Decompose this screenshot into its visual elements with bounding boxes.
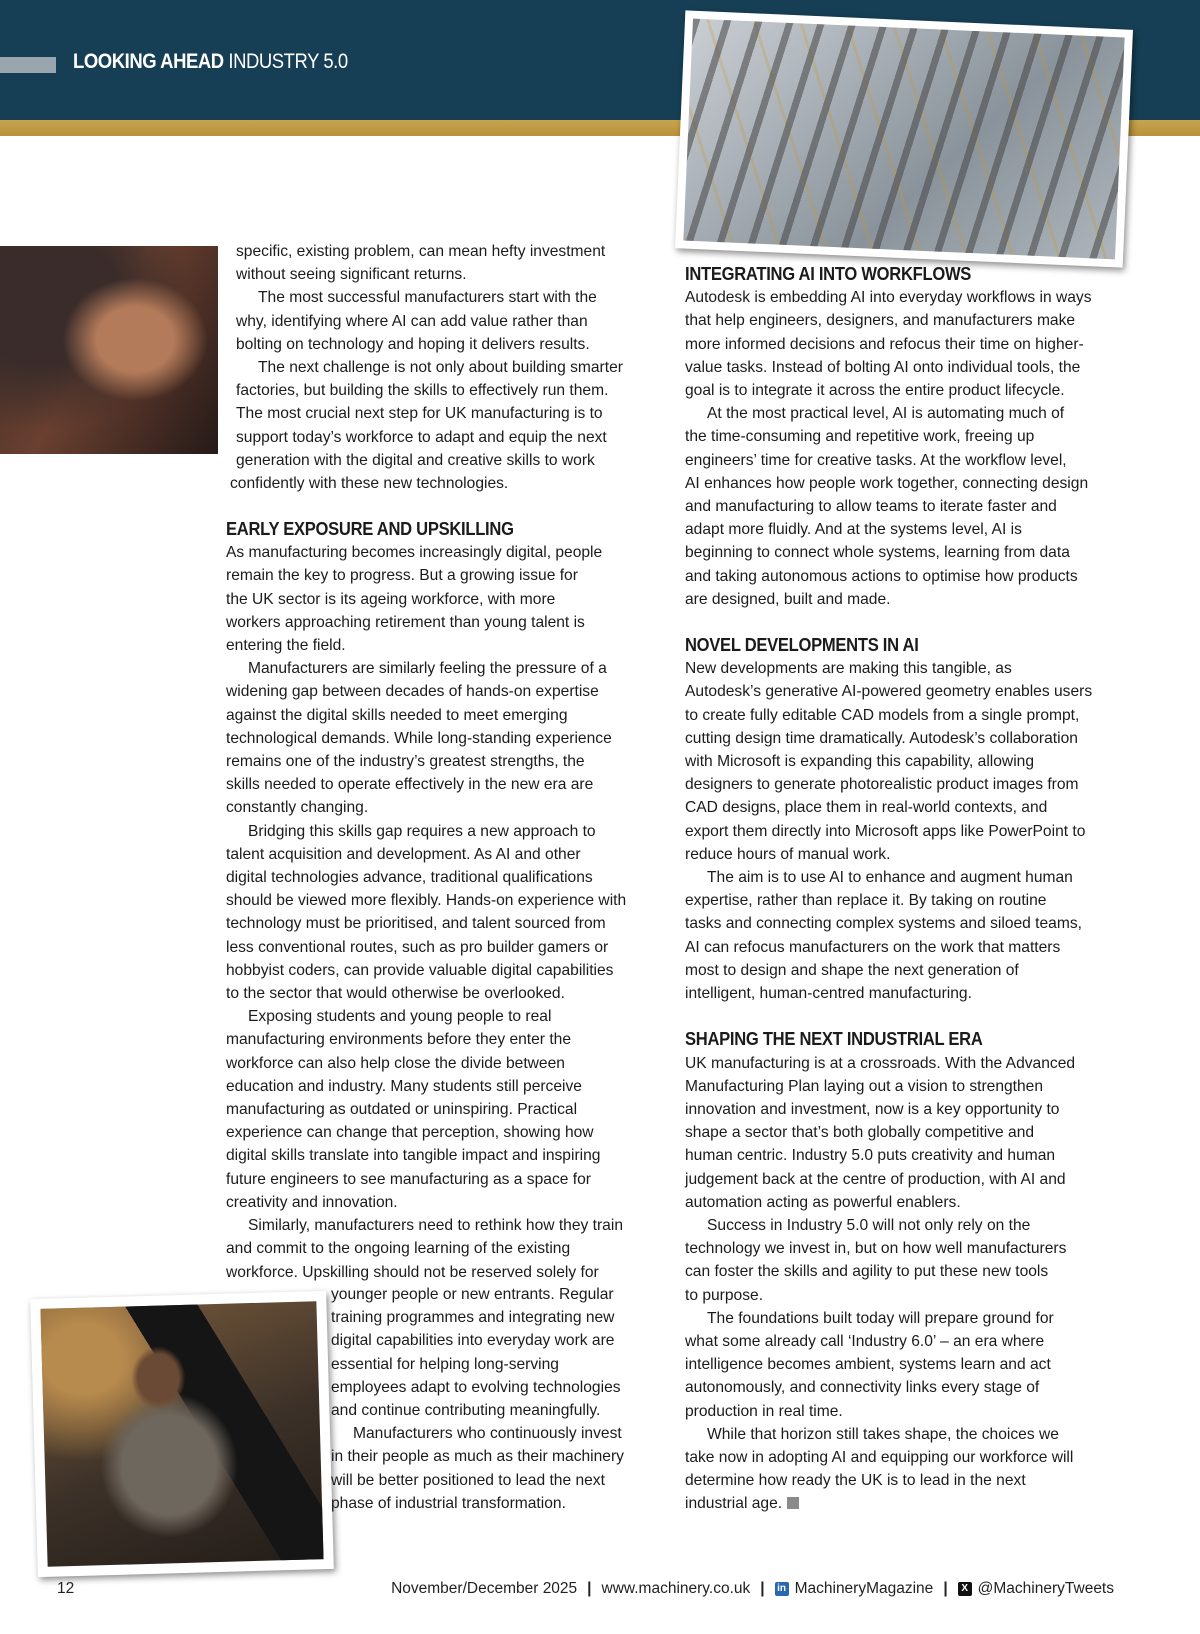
- photo-woman-safety-glasses: [0, 246, 218, 454]
- photo-woman-at-machine-image: [40, 1301, 323, 1567]
- left-body: [226, 518, 626, 1284]
- end-of-article-mark: [787, 1497, 799, 1509]
- text-line: Autodesk’s generative AI-powered geometry enables users: [685, 683, 1093, 701]
- section-title-rest: INDUSTRY 5.0: [223, 50, 348, 73]
- text-line: remain the key to progress. But a growing issue for: [226, 567, 578, 585]
- text-line: in their people as much as their machinery: [331, 1448, 624, 1466]
- linkedin-icon: in: [775, 1582, 789, 1596]
- text-line: The aim is to use AI to enhance and augment human: [707, 869, 1073, 887]
- text-line: confidently with these new technologies.: [230, 475, 509, 493]
- text-line: adapt more fluidly. And at the systems level, AI is: [685, 521, 1022, 539]
- text-line: should be viewed more flexibly. Hands-on experience with: [226, 892, 627, 910]
- footer-separator: |: [943, 1580, 948, 1597]
- text-line: determine how ready the UK is to lead in the next: [685, 1472, 1026, 1490]
- text-line: innovation and investment, now is a key opportunity to: [685, 1100, 1060, 1118]
- text-line: the UK sector is its ageing workforce, with more: [226, 590, 556, 608]
- text-line: and taking autonomous actions to optimise how products: [685, 567, 1078, 585]
- header-grey-tab: [0, 57, 56, 73]
- text-line: remains one of the industry’s greatest strengths, the: [226, 753, 585, 771]
- text-line: specific, existing problem, can mean hefty investment: [236, 243, 606, 260]
- text-line: that help engineers, designers, and manufacturers make: [685, 312, 1076, 330]
- text-line: intelligence becomes ambient, systems learn and act: [685, 1356, 1051, 1374]
- footer-separator: |: [587, 1580, 592, 1597]
- page-number: 12: [57, 1580, 75, 1597]
- text-line: technological demands. While long-standing experience: [226, 729, 612, 747]
- footer-linkedin-link[interactable]: MachineryMagazine: [794, 1580, 934, 1597]
- text-line: talent acquisition and development. As AI and other: [226, 845, 581, 863]
- text-line: designers to generate photorealistic product images from: [685, 776, 1079, 794]
- text-line: Manufacturers who continuously invest: [353, 1425, 622, 1443]
- text-line: Manufacturers are similarly feeling the pressure of a: [248, 660, 607, 678]
- text-line: hobbyist coders, can provide valuable digital capabilities: [226, 961, 614, 979]
- footer-separator: |: [760, 1580, 765, 1597]
- text-line: digital skills translate into tangible impact and inspiring: [226, 1147, 601, 1165]
- left-tail: [331, 1283, 624, 1515]
- heading-shaping-next-era: SHAPING THE NEXT INDUSTRIAL ERA: [685, 1029, 983, 1050]
- text-line: skills needed to operate effectively in the new era are: [226, 776, 594, 794]
- photo-woman-at-machine: [30, 1291, 334, 1577]
- text-line: The next challenge is not only about building smarter: [258, 359, 623, 377]
- text-line: export them directly into Microsoft apps like PowerPoint to: [685, 822, 1086, 840]
- text-line: CAD designs, place them in real-world contexts, and: [685, 799, 1048, 817]
- text-line: production in real time.: [685, 1402, 843, 1420]
- heading-early-exposure: EARLY EXPOSURE AND UPSKILLING: [226, 519, 514, 539]
- footer-info: [391, 1580, 1114, 1598]
- text-line: manufacturing environments before they enter the: [226, 1031, 571, 1049]
- text-line: UK manufacturing is at a crossroads. With the Advanced: [685, 1054, 1076, 1072]
- text-line: training programmes and integrating new: [331, 1309, 615, 1327]
- text-line: Manufacturing Plan laying out a vision to strengthen: [685, 1077, 1044, 1095]
- text-line: to the sector that would otherwise be overlooked.: [226, 985, 565, 1003]
- text-line: technology must be prioritised, and talent sourced from: [226, 915, 606, 933]
- text-line: the time-consuming and repetitive work, freeing up: [685, 428, 1035, 446]
- text-line: entering the field.: [226, 637, 346, 655]
- left-intro: [230, 240, 623, 495]
- text-line: constantly changing.: [226, 799, 369, 817]
- text-line: [685, 1492, 1092, 1515]
- text-line: employees adapt to evolving technologies: [331, 1378, 621, 1396]
- text-line: beginning to connect whole systems, learning from data: [685, 544, 1070, 562]
- text-line: against the digital skills needed to meet emerging: [226, 706, 568, 724]
- section-title: [73, 50, 348, 74]
- text-line: workforce can also help close the divide between: [226, 1054, 565, 1072]
- text-line: with Microsoft is expanding this capability, allowing: [685, 753, 1035, 771]
- text-line: automation acting as powerful enablers.: [685, 1193, 961, 1211]
- text-line: what some already call ‘Industry 6.0’ – an era where: [685, 1332, 1045, 1350]
- text-line: goal is to integrate it across the entire product lifecycle.: [685, 382, 1065, 400]
- text-line: manufacturing as outdated or uninspiring. Practical: [226, 1101, 578, 1119]
- text-line: cutting design time dramatically. Autodesk’s collaboration: [685, 729, 1078, 747]
- text-line: Similarly, manufacturers need to rethink how they train: [248, 1217, 623, 1235]
- text-line: future engineers to see manufacturing as a space for: [226, 1170, 591, 1188]
- text-line: digital technologies advance, traditional qualifications: [226, 869, 593, 887]
- text-line: are designed, built and made.: [685, 590, 891, 608]
- text-line: autonomously, and connectivity links every stage of: [685, 1379, 1040, 1397]
- text-line: New developments are making this tangible, as: [685, 660, 1012, 678]
- text-line: AI enhances how people work together, connecting design: [685, 474, 1089, 492]
- text-line: Bridging this skills gap requires a new approach to: [248, 822, 596, 840]
- text-line: and manufacturing to allow teams to iterate faster and: [685, 498, 1057, 516]
- text-line: reduce hours of manual work.: [685, 845, 891, 863]
- text-line: value tasks. Instead of bolting AI onto individual tools, the: [685, 358, 1081, 376]
- text-line: younger people or new entrants. Regular: [331, 1286, 614, 1303]
- text-line: expertise, rather than replace it. By taking on routine: [685, 892, 1047, 910]
- text-line: to create fully editable CAD models from a single prompt,: [685, 706, 1080, 724]
- text-line: workforce. Upskilling should not be reserved solely for: [226, 1263, 599, 1281]
- footer-website-link[interactable]: www.machinery.co.uk: [601, 1580, 751, 1597]
- text-line: AI can refocus manufacturers on the work that matters: [685, 938, 1061, 956]
- photo-robotic-arms-image: [683, 19, 1124, 260]
- x-icon: X: [958, 1582, 972, 1596]
- text-line: and continue contributing meaningfully.: [331, 1402, 601, 1420]
- text-line: The foundations built today will prepare ground for: [707, 1309, 1054, 1327]
- text-line: and commit to the ongoing learning of the existing: [226, 1240, 571, 1258]
- text-line: tasks and connecting complex systems and siloed teams,: [685, 915, 1082, 933]
- text-line: without seeing significant returns.: [236, 266, 467, 284]
- text-line: widening gap between decades of hands-on expertise: [226, 683, 599, 701]
- text-line: Exposing students and young people to real: [248, 1008, 552, 1026]
- text-line: At the most practical level, AI is automating much of: [707, 405, 1065, 423]
- text-line: digital capabilities into everyday work are: [331, 1332, 615, 1350]
- text-line: While that horizon still takes shape, the choices we: [707, 1425, 1059, 1443]
- section-title-bold: LOOKING AHEAD: [73, 50, 224, 73]
- text-line: workers approaching retirement than young talent is: [226, 613, 585, 631]
- text-line: judgement back at the centre of production, with AI and: [685, 1170, 1066, 1188]
- text-line: human centric. Industry 5.0 puts creativity and human: [685, 1147, 1056, 1165]
- footer-issue: November/December 2025: [391, 1580, 578, 1597]
- text-line: essential for helping long-serving: [331, 1355, 559, 1373]
- photo-robotic-arms: [675, 10, 1133, 267]
- heading-novel-developments: NOVEL DEVELOPMENTS IN AI: [685, 635, 919, 656]
- text-line: As manufacturing becomes increasingly digital, people: [226, 544, 603, 562]
- text-line: education and industry. Many students still perceive: [226, 1077, 582, 1095]
- text-line: shape a sector that’s both globally competitive and: [685, 1124, 1035, 1142]
- footer-x-link[interactable]: @MachineryTweets: [977, 1580, 1114, 1597]
- text-line: more informed decisions and refocus their time on higher-: [685, 335, 1084, 353]
- text-line: generation with the digital and creative skills to work: [236, 451, 595, 469]
- text-line: The most successful manufacturers start with the: [258, 289, 597, 307]
- text-line: most to design and shape the next generation of: [685, 961, 1019, 979]
- heading-integrating-ai: INTEGRATING AI INTO WORKFLOWS: [685, 264, 972, 284]
- text-line: bolting on technology and hoping it delivers results.: [236, 335, 590, 353]
- text-line: will be better positioned to lead the next: [331, 1471, 605, 1489]
- right-column: [685, 263, 1092, 1516]
- text-line: phase of industrial transformation.: [331, 1494, 566, 1512]
- text-line: technology we invest in, but on how well manufacturers: [685, 1240, 1067, 1258]
- text-line: can foster the skills and agility to put these new tools: [685, 1263, 1049, 1281]
- text-line: Success in Industry 5.0 will not only rely on the: [707, 1216, 1031, 1234]
- text-line: why, identifying where AI can add value rather than: [236, 312, 588, 330]
- text-line: take now in adopting AI and equipping our workforce will: [685, 1448, 1074, 1466]
- text-line: intelligent, human-centred manufacturing.: [685, 985, 972, 1003]
- text-line: factories, but building the skills to effectively run them.: [236, 382, 609, 400]
- text-line: creativity and innovation.: [226, 1193, 398, 1211]
- text-line: engineers’ time for creative tasks. At the workflow level,: [685, 451, 1067, 469]
- text-line: The most crucial next step for UK manufacturing is to: [236, 405, 603, 423]
- text-line: experience can change that perception, showing how: [226, 1124, 594, 1142]
- text-line-last: industrial age.: [685, 1495, 783, 1513]
- text-line: support today’s workforce to adapt and equip the next: [236, 428, 607, 446]
- text-line: to purpose.: [685, 1286, 764, 1304]
- text-line: less conventional routes, such as pro builder gamers or: [226, 938, 609, 956]
- text-line: Autodesk is embedding AI into everyday workflows in ways: [685, 289, 1092, 307]
